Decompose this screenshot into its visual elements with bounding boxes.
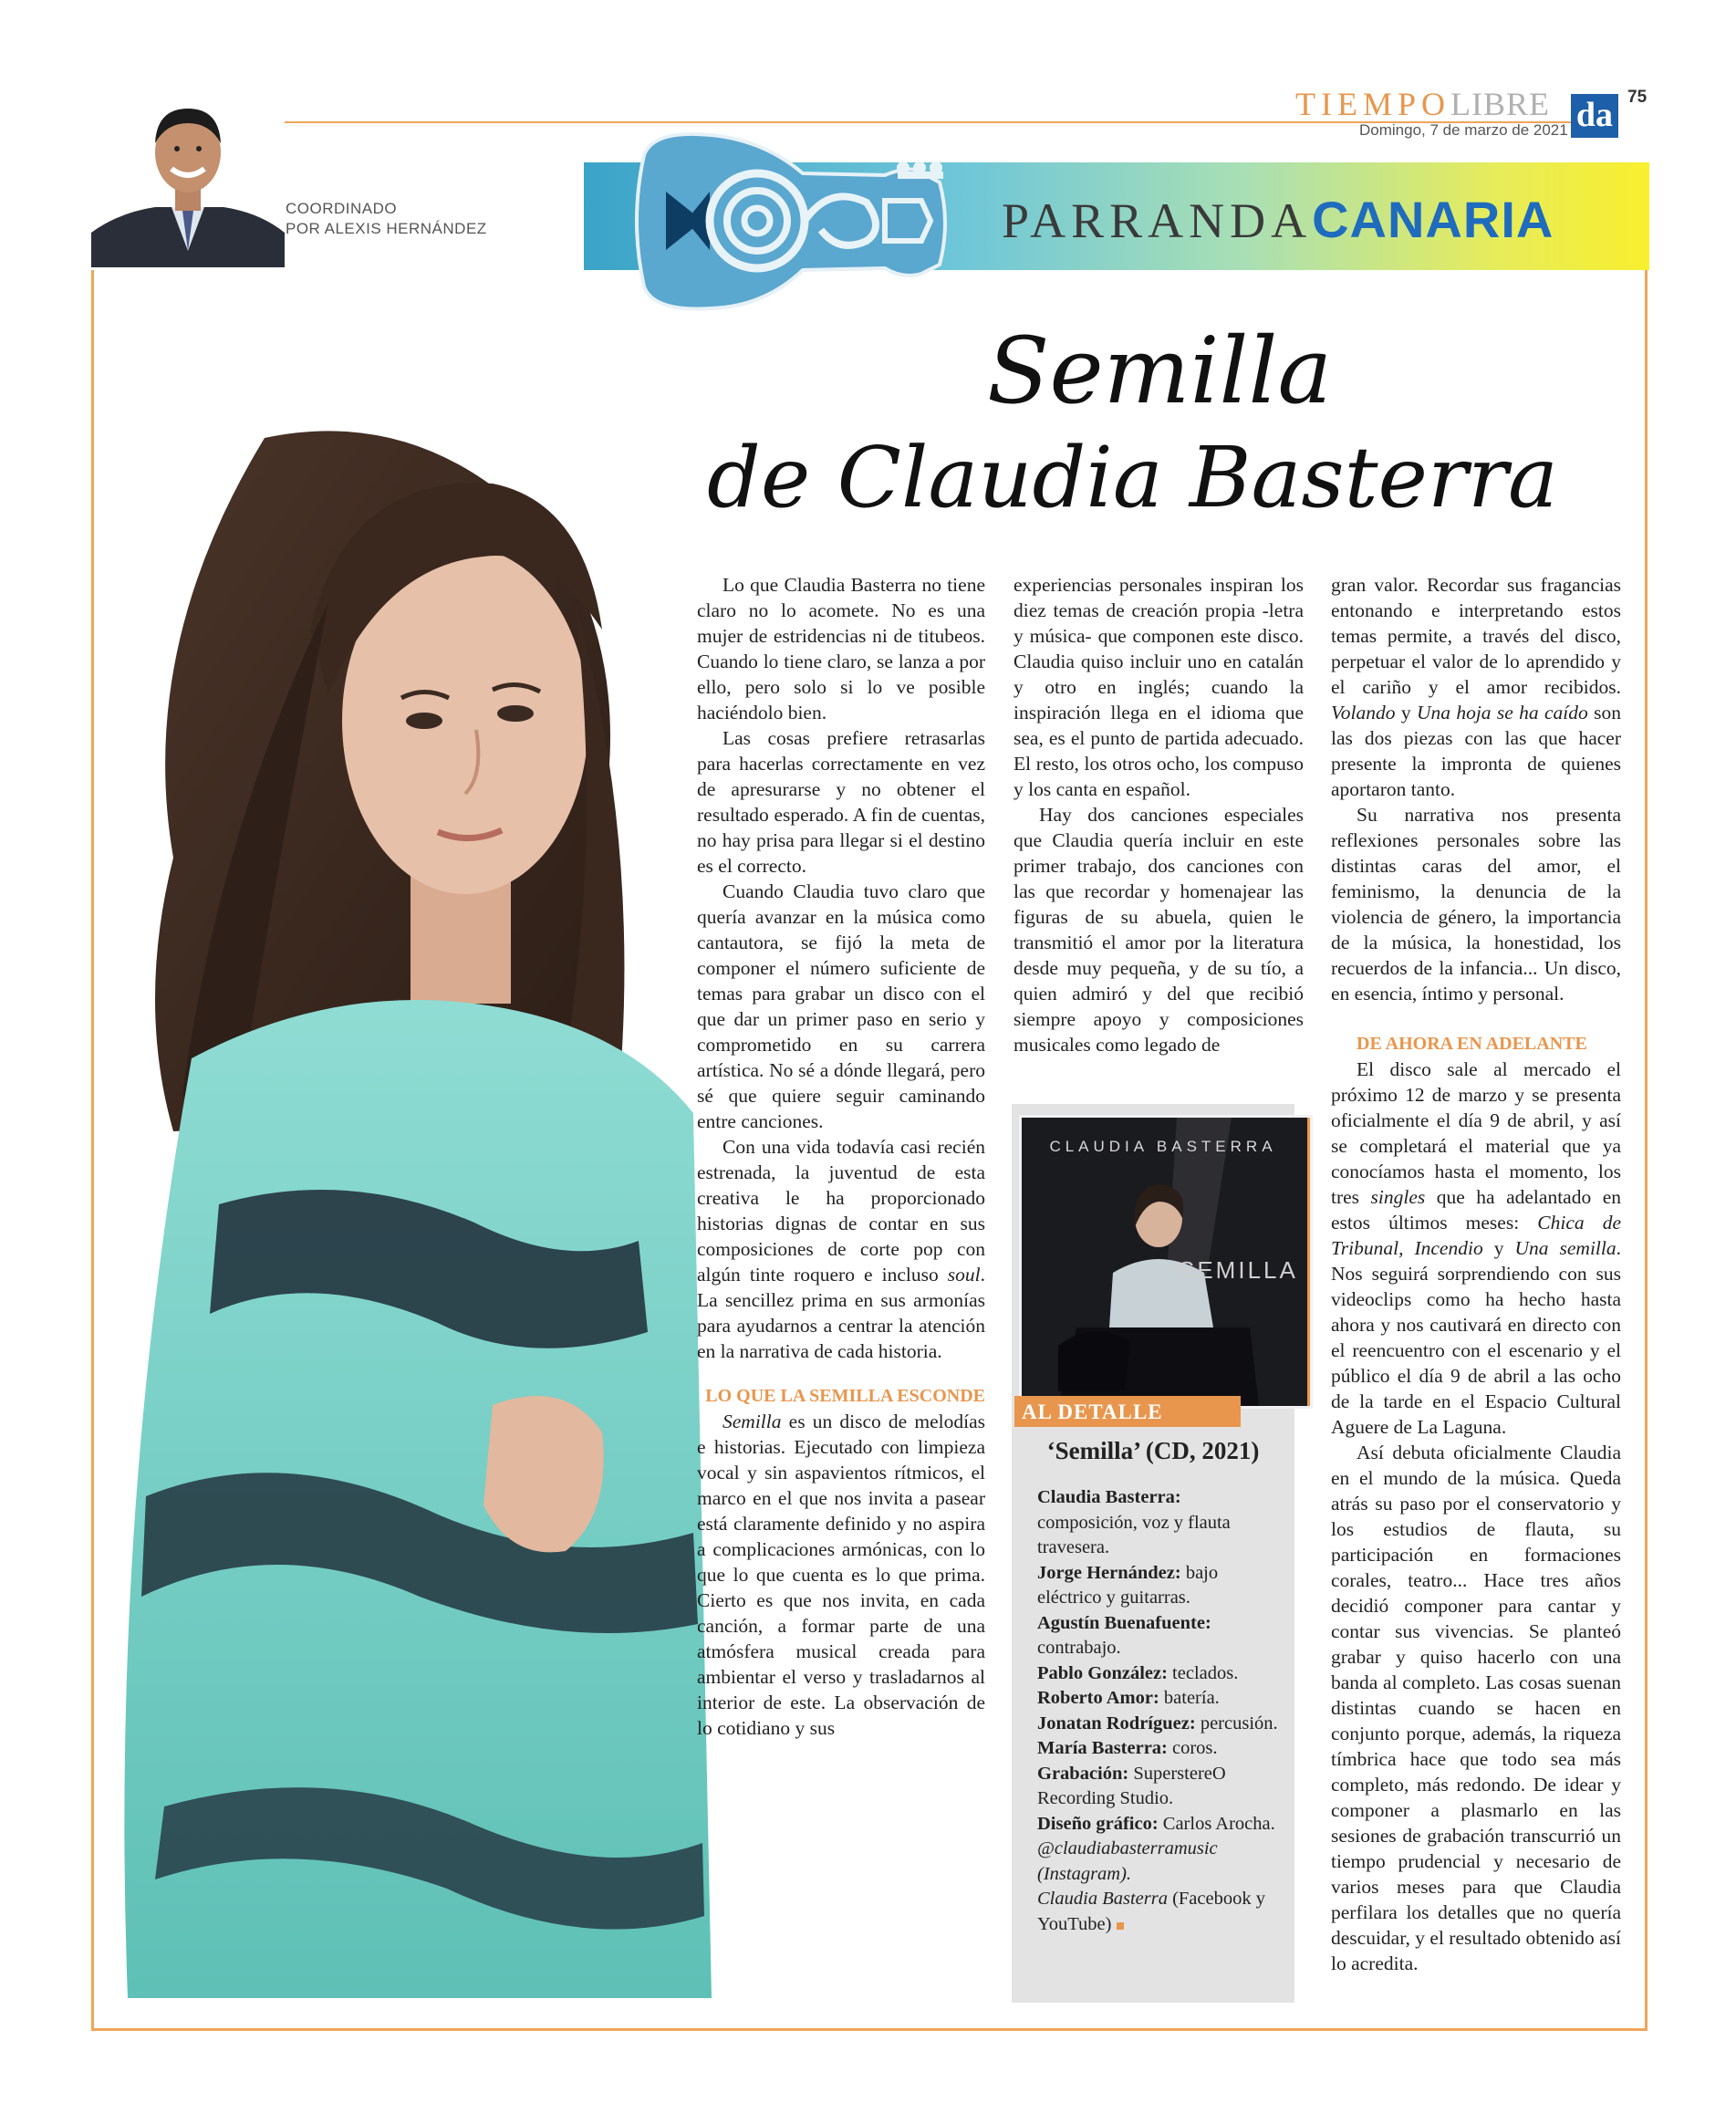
album-title: SEMILLA xyxy=(1179,1256,1298,1284)
credit-item: Diseño gráfico: Carlos Arocha. xyxy=(1037,1813,1275,1834)
section-name: TIEMPOLIBRE xyxy=(1295,86,1550,122)
article-column-1: Lo que Claudia Basterra no tiene claro no lo acomete. No es una mujer de estridencias ni de titubeos. Cuando lo tiene claro, se lanza a por ello, pero solo si lo ve posible haciéndolo bien. Las cosas prefiere retrasarlas para hacerlas correctamente en vez de apresurarse y no obtener el resultado esperado. A fin de cuentas, no hay prisa para llegar si el destino es el correcto. Cuando Claudia tuvo claro que quería avanzar en la música como cantautora, se fijó la meta de componer el número suficiente de temas para grabar un disco con el que dar un primer paso en serio y comprometido en su carrera artística. No sé a dónde llegará, pero sé que quiere seguir caminando entre canciones. Con una vida todavía casi recién estrenada, la juventud de esta creativa le ha proporcionado historias dignas de contar en sus composiciones de corte pop con algún tinte roquero e incluso soul. La sencillez prima en sus armonías para ayudarnos a centrar la atención en la narrativa de cada historia. LO QUE LA SEMILLA ESCONDE Semilla es un disco de melodías e historias. Ejecutado con limpieza vocal y sin aspavientos rítmicos, el marco en el que nos invita a pasear está claramente definido y no aspira a complicaciones armónicas, con lo que lo que cuenta es lo que prima. Cierto es que nos invita, en cada canción, a formar parte de una atmósfera musical creada para ambientar el verso y trasladarnos al interior de este. La observación de lo cotidiano y sus xyxy=(697,574,985,1739)
detail-headline: ‘Semilla’ (CD, 2021) xyxy=(1046,1437,1260,1464)
credit-item: María Basterra: coros. xyxy=(1037,1738,1218,1758)
article-column-3: gran valor. Recordar sus fragancias entonando e interpretando estos temas permite, a través del disco, perpetuar el valor de lo aprendido y el cariño y el amor recibidos. Volando y Una hoja se ha caído son las dos piezas con las que hacer presente la impronta de quienes aportaron tanto. Su narrativa nos presenta reflexiones personales sobre las distintas caras del amor, el feminismo, la denuncia de la violencia de género, la importancia de la música, la honestidad, los recuerdos de la infancia... Un disco, en esencia, íntimo y personal. DE AHORA EN ADELANTE El disco sale al mercado el próximo 12 de marzo y se presenta oficialmente el día 9 de abril, y así se completará el material que ya conocíamos hasta el momento, los tres singles que ha adelantado en estos últimos meses: Chica de Tribunal, Incendio y Una semilla. Nos seguirá sorprendiendo con sus videoclips como ha hecho hasta ahora y nos cautivará en directo con el reencuentro con el escenario y el público el día 9 de abril a las ocho de la tarde en el Espacio Cultural Aguere de La Laguna. Así debuta oficialmente Claudia en el mundo de la música. Queda atrás su paso por el conservatorio y los estudios de flauta, su participación en formaciones corales, teatro... Hace tres años decidió componer para cantar y contar sus vivencias. Se planteó grabar y quiso hacerlo con una banda al completo. Las cosas suenan distintas cuando se hacen en conjunto porque, además, la riqueza tímbrica hace que todo sea más completo, más redondo. De idear y componer a plasmarlo en las sesiones de grabación transcurrió un tiempo prudencial y necesario de varios meses para que Claudia perfilara los detalles que no quería descuidar, y el resultado obtenido así lo acredita. xyxy=(1331,574,1622,1974)
section-title: PARRANDACANARIA xyxy=(1002,191,1554,248)
article-photo xyxy=(55,420,748,1998)
detail-tag: AL DETALLE xyxy=(1014,1396,1241,1427)
credit-item: Roberto Amor: batería. xyxy=(1037,1688,1220,1708)
album-cover xyxy=(1022,1118,1310,1406)
end-mark-icon xyxy=(1117,1922,1124,1930)
article-column-2: experiencias personales inspiran los diez temas de creación propia -letra y música- que componen este disco. Claudia quiso incluir uno en catalán y otro en inglés; cuando la inspiración llega en el idioma que sea, es el punto de partida adecuado. El resto, los otros ocho, los compuso y los canta en español. Hay dos canciones especiales que Claudia quería incluir en este primer trabajo, dos canciones con las que recordar y homenajear las figuras de su abuela, quien le transmitió el amor por la literatura desde muy pequeña, y de su tío, a quien admiró y del que recibió siempre apoyo y composiciones musicales como legado de xyxy=(1014,574,1304,1056)
credit-item: Jonatan Rodríguez: percusión. xyxy=(1037,1713,1278,1733)
album-artist: CLAUDIA BASTERRA xyxy=(1049,1138,1277,1155)
coordinator-photo xyxy=(91,96,285,267)
credit-item: Pablo González: teclados. xyxy=(1037,1662,1239,1683)
headline-line-1: Semilla xyxy=(987,318,1333,424)
subheading: LO QUE LA SEMILLA ESCONDE xyxy=(705,1386,985,1406)
credit-item: Grabación: SuperstereO Recording Studio. xyxy=(1037,1763,1226,1808)
social-facebook: Claudia Basterra (Facebook y YouTube) xyxy=(1037,1889,1265,1934)
issue-date: Domingo, 7 de marzo de 2021 xyxy=(1359,121,1568,139)
credits-list xyxy=(1037,1485,1284,1937)
credit-item: Jorge Hernández: bajo eléctrico y guitarras. xyxy=(1037,1562,1219,1608)
social-instagram: @claudiabasterramusic (Instagram). xyxy=(1037,1838,1218,1884)
page-number: 75 xyxy=(1627,88,1648,107)
newspaper-logo: da xyxy=(1571,94,1618,138)
credit-item: Claudia Basterra: composición, voz y flauta travesera. xyxy=(1037,1487,1231,1557)
subheading: DE AHORA EN ADELANTE xyxy=(1357,1034,1587,1054)
credit-item: Agustín Buenafuente: contrabajo. xyxy=(1037,1612,1211,1658)
coordinator-credit: COORDINADO POR ALEXIS HERNÁNDEZ xyxy=(286,200,487,237)
headline-line-2: de Claudia Basterra xyxy=(707,429,1558,526)
